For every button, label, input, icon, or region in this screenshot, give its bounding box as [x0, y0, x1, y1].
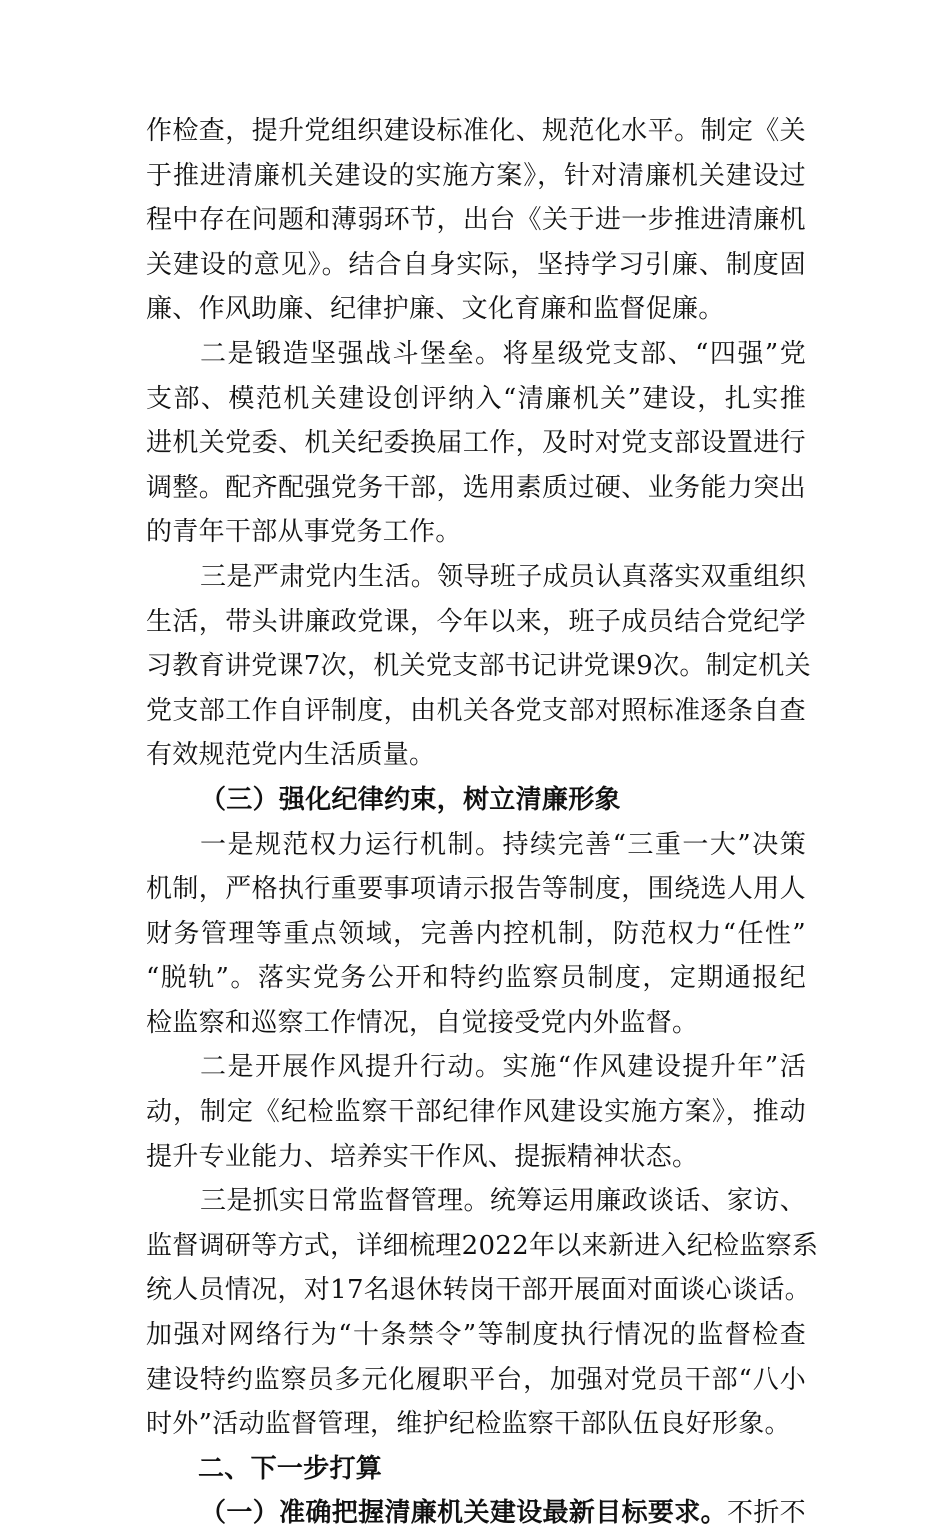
paragraph-line: 支部、模范机关建设创评纳入“清廉机关”建设，扎实推	[146, 383, 806, 414]
document-body	[146, 109, 819, 1536]
paragraph-line: 二是锻造坚强战斗堡垒。将星级党支部、“四强”党	[200, 338, 806, 369]
paragraph-line: 三是抓实日常监督管理。统筹运用廉政谈话、家访、	[200, 1186, 806, 1217]
paragraph-line: 廉、作风助廉、纪律护廉、文化育廉和监督促廉。	[146, 294, 725, 325]
paragraph-line: “脱轨”。落实党务公开和特约监察员制度，定期通报纪	[146, 963, 806, 994]
paragraph-line: 三是严肃党内生活。领导班子成员认真落实双重组织	[200, 561, 806, 592]
paragraph-line: 统人员情况，对17名退休转岗干部开展面对面谈心谈话。	[146, 1275, 811, 1306]
paragraph-line: 习教育讲党课7次，机关党支部书记讲党课9次。制定机关	[146, 651, 811, 682]
paragraph-line: 调整。配齐配强党务干部，选用素质过硬、业务能力突出	[146, 472, 806, 503]
section-heading: 二、下一步打算	[198, 1453, 383, 1484]
paragraph-line: 程中存在问题和薄弱环节，出台《关于进一步推进清廉机	[146, 205, 806, 236]
paragraph-line: 的青年干部从事党务工作。	[146, 517, 462, 548]
sub-heading: （三）强化纪律约束，树立清廉形象	[200, 784, 621, 815]
paragraph-line: 一是规范权力运行机制。持续完善“三重一大”决策	[200, 829, 806, 860]
paragraph-line: 检监察和巡察工作情况，自觉接受党内外监督。	[146, 1007, 699, 1038]
paragraph-line	[146, 1491, 806, 1536]
paragraph-line: 提升专业能力、培养实干作风、提振精神状态。	[146, 1141, 699, 1172]
inline-text: 不折不	[726, 1498, 806, 1529]
paragraph-line: 有效规范党内生活质量。	[146, 740, 436, 771]
paragraph-line: 关建设的意见》。结合自身实际，坚持学习引廉、制度固	[146, 249, 806, 280]
paragraph-line: 时外”活动监督管理，维护纪检监察干部队伍良好形象。	[146, 1409, 791, 1440]
paragraph-line: 机制，严格执行重要事项请示报告等制度，围绕选人用人	[146, 874, 806, 905]
paragraph-line: 党支部工作自评制度，由机关各党支部对照标准逐条自查	[146, 695, 806, 726]
paragraph-line: 生活，带头讲廉政党课，今年以来，班子成员结合党纪学	[146, 606, 806, 637]
paragraph-line: 建设特约监察员多元化履职平台，加强对党员干部“八小	[146, 1364, 806, 1395]
paragraph-line: 二是开展作风提升行动。实施“作风建设提升年”活	[200, 1052, 806, 1083]
paragraph-line: 作检查，提升党组织建设标准化、规范化水平。制定《关	[146, 116, 806, 146]
paragraph-line: 进机关党委、机关纪委换届工作，及时对党支部设置进行	[146, 428, 806, 459]
paragraph-line: 于推进清廉机关建设的实施方案》，针对清廉机关建设过	[146, 160, 806, 191]
paragraph-line: 监督调研等方式，详细梳理2022年以来新进入纪检监察系	[146, 1230, 819, 1261]
paragraph-line: 加强对网络行为“十条禁令”等制度执行情况的监督检查	[146, 1320, 806, 1351]
paragraph-line: 动，制定《纪检监察干部纪律作风建设实施方案》，推动	[146, 1097, 806, 1128]
inline-heading: （一）准确把握清廉机关建设最新目标要求。	[200, 1498, 727, 1529]
paragraph-line: 财务管理等重点领域，完善内控机制，防范权力“任性”	[146, 918, 806, 949]
